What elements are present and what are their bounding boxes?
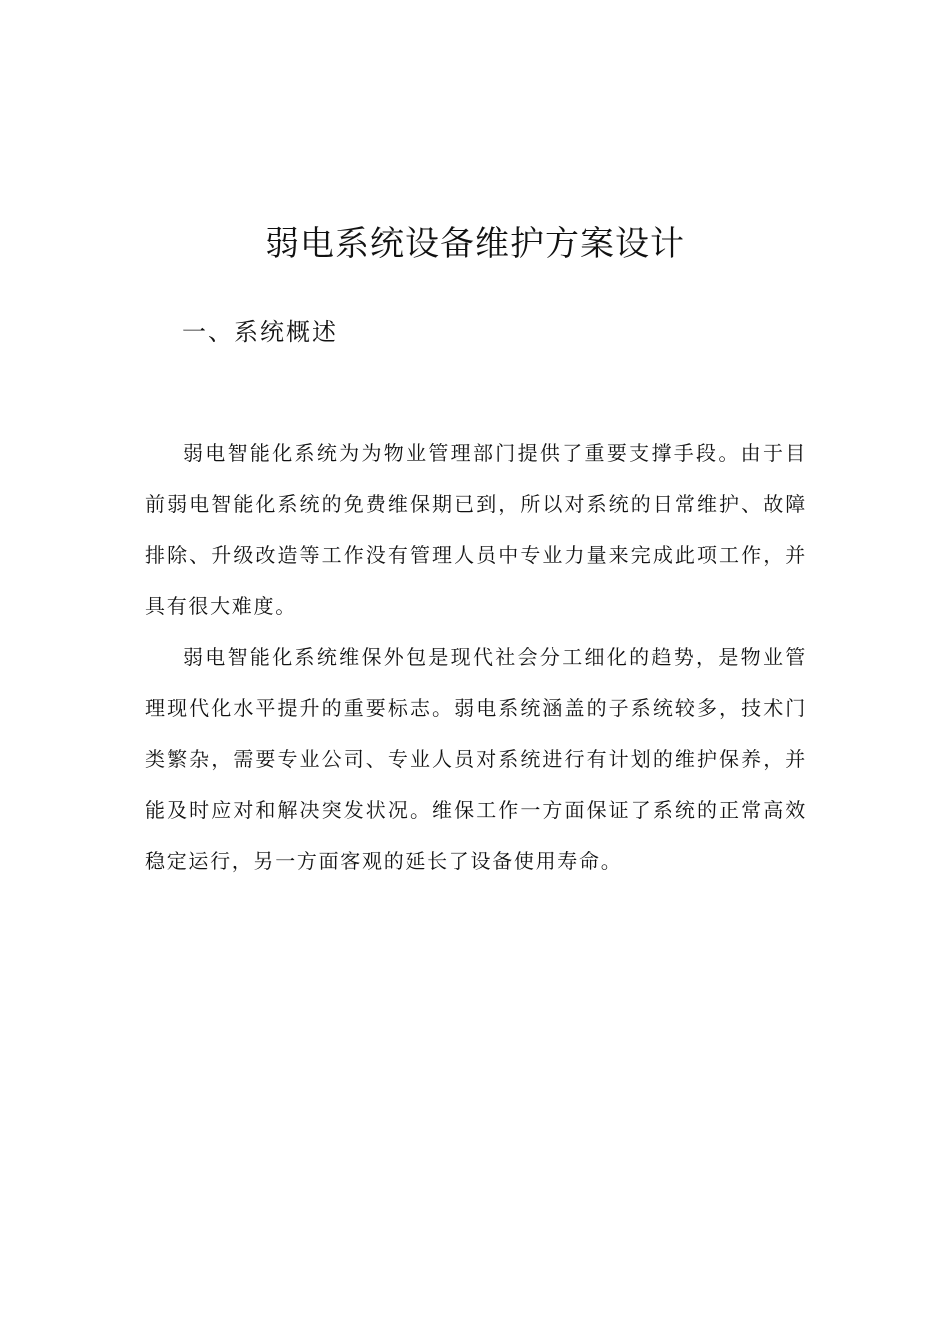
paragraph-2: 弱电智能化系统维保外包是现代社会分工细化的趋势，是物业管理现代化水平提升的重要标志。弱电系统涵盖的子系统较多，技术门类繁杂，需要专业公司、专业人员对系统进行有计划的维护保养，并能及时应对和解决突发状况。维保工作一方面保证了系统的正常高效稳定运行，另一方面客观的延长了设备使用寿命。 xyxy=(145,645,807,873)
paragraph-1: 弱电智能化系统为为物业管理部门提供了重要支撑手段。由于目前弱电智能化系统的免费维保期已到，所以对系统的日常维护、故障排除、升级改造等工作没有管理人员中专业力量来完成此项工作，并具有很大难度。 xyxy=(145,441,807,618)
body-text xyxy=(145,428,807,887)
section-heading: 一、系统概述 xyxy=(182,318,338,346)
document-title: 弱电系统设备维护方案设计 xyxy=(265,224,685,264)
